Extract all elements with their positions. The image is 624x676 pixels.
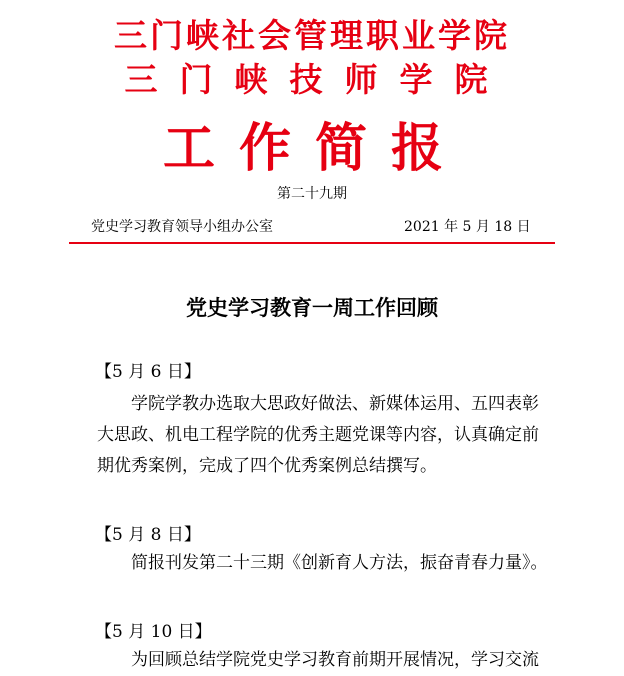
masthead-bulletin-title: 工作简报 xyxy=(162,118,467,179)
section-date: 【5 月 10 日】 xyxy=(95,622,212,642)
masthead-college-name: 三门峡社会管理职业学院 xyxy=(114,16,510,55)
issue-date: 2021 年 5 月 18 日 xyxy=(404,219,531,235)
article-title: 党史学习教育一周工作回顾 xyxy=(186,295,438,320)
issuing-office: 党史学习教育领导小组办公室 xyxy=(91,219,273,235)
red-divider-line xyxy=(69,242,555,244)
section-date: 【5 月 8 日】 xyxy=(95,525,201,545)
paragraph-line: 学院学教办选取大思政好做法、新媒体运用、五四表彰 xyxy=(131,394,539,414)
issue-number: 第二十九期 xyxy=(277,186,347,202)
paragraph-line: 大思政、机电工程学院的优秀主题党课等内容，认真确定前 xyxy=(97,425,539,445)
section-date: 【5 月 6 日】 xyxy=(95,362,201,382)
paragraph-line: 期优秀案例，完成了四个优秀案例总结撰写。 xyxy=(97,456,437,476)
paragraph-line: 简报刊发第二十三期《创新育人方法，振奋青春力量》。 xyxy=(131,553,548,573)
section-paragraph xyxy=(97,645,537,676)
section-paragraph xyxy=(97,548,548,579)
paragraph-line: 为回顾总结学院党史学习教育前期开展情况，学习交流 xyxy=(131,650,539,670)
section-paragraph xyxy=(97,389,537,482)
masthead-technician-college-name: 三门峡技师学院 xyxy=(124,60,510,99)
